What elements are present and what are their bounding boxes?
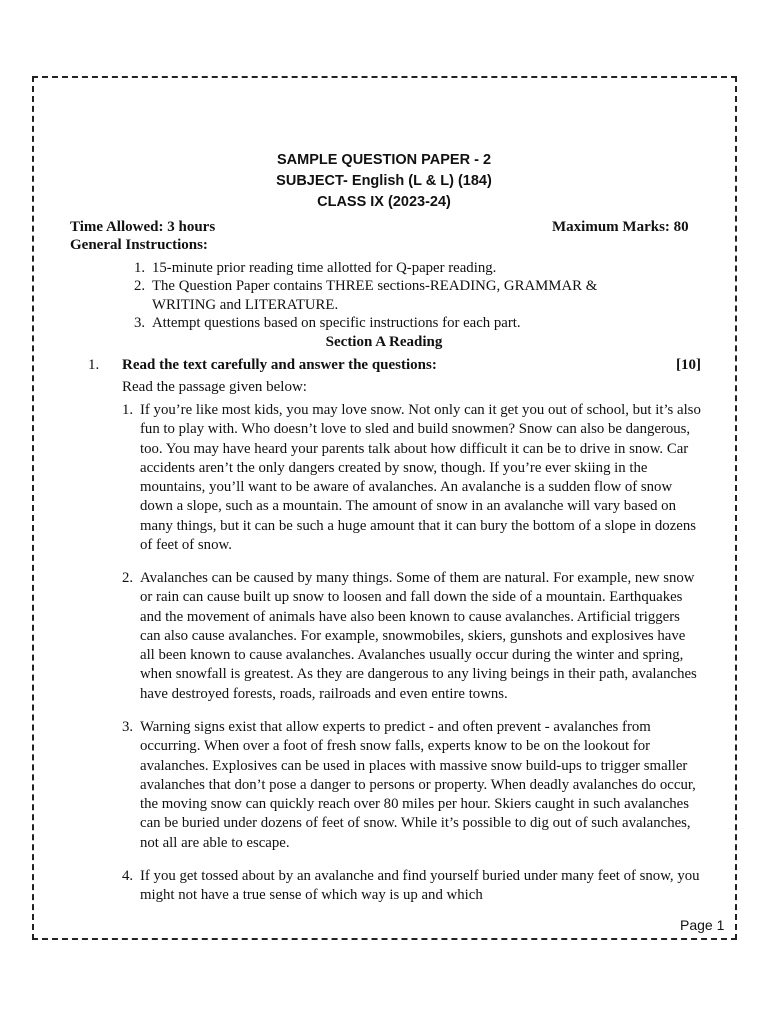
instruction-number: 3. (134, 315, 146, 331)
paragraph-text: Warning signs exist that allow experts to predict - and often prevent - avalanches from occurring. When over a foot of fresh snow falls, experts know to be on the lookout for avalanches. Explosives can be used in places with massive snow build-ups to trigger smaller avalanches that don’t pose a danger to persons or property. When deadly avalanches do occur, the moving snow can quickly reach over 80 miles per hour. Skiers caught in such avalanches can be buried under dozens of feet of snow. While it’s possible to dig out of such avalanches, not all are able to escape. (140, 719, 696, 851)
instruction-number: 1. (134, 260, 146, 276)
instruction-number: 2. (134, 278, 146, 294)
passage-paragraph (122, 569, 702, 704)
subject-line: SUBJECT- English (L & L) (184) (276, 173, 492, 189)
maximum-marks: Maximum Marks: 80 (552, 219, 689, 235)
instruction-text: Attempt questions based on specific instructions for each part. (152, 315, 521, 331)
passage-paragraph (122, 867, 702, 906)
section-title: Section A Reading (325, 334, 443, 350)
instruction-item (134, 314, 674, 333)
instruction-item (134, 259, 674, 278)
paragraph-number: 2. (122, 570, 134, 586)
paragraph-text: If you’re like most kids, you may love snow. Not only can it get you out of school, but it’s also fun to play with. Who doesn’t love to sled and build snowmen? Snow can also be dangerous, too. You may have heard your parents talk about how difficult it can be to drive in snow. Car accidents aren’t the only dangers created by snow, though. If you’re ever skiing in the mountains, you’ll want to be aware of avalanches. An avalanche is a sudden flow of snow down a slope, such as a mountain. The amount of snow in an avalanche will vary based on many things, but it can be such a huge amount that it can bury the bottom of a slope in dozens of feet of snow. (140, 402, 701, 554)
paper-title: SAMPLE QUESTION PAPER - 2 (276, 152, 492, 168)
question-number: 1. (88, 357, 100, 373)
instruction-text: 15-minute prior reading time allotted for Q-paper reading. (152, 260, 497, 276)
question-text: Read the text carefully and answer the questions: (122, 357, 437, 373)
paragraph-text: Avalanches can be caused by many things. Some of them are natural. For example, new snow or rain can cause built up snow to loosen and fall down the side of a mountain. Earthquakes and the movement of animals have also been known to cause avalanches. Artificial triggers can also cause avalanches. For example, snowmobiles, skiers, gunshots and explosives have all been known to cause avalanches. Avalanches usually occur during the winter and spring, when snowfall is greatest. As they are dangerous to any living beings in their path, avalanches have destroyed forests, roads, railroads and even entire towns. (140, 570, 697, 702)
paragraph-number: 4. (122, 868, 134, 884)
time-allowed: Time Allowed: 3 hours (70, 219, 216, 235)
paragraph-text: If you get tossed about by an avalanche and find yourself buried under many feet of snow, you might not have a true sense of which way is up and which (140, 868, 700, 904)
passage-paragraph (122, 401, 702, 555)
page-number: Page 1 (680, 917, 725, 933)
instruction-text: The Question Paper contains THREE sections-READING, GRAMMAR & WRITING and LITERATURE. (152, 278, 598, 313)
general-instructions-title: General Instructions: (70, 237, 208, 253)
class-line: CLASS IX (2023-24) (317, 194, 451, 210)
passage-paragraph (122, 718, 702, 853)
paragraph-number: 1. (122, 402, 134, 418)
question-marks: [10] (676, 357, 701, 373)
paragraph-number: 3. (122, 719, 134, 735)
instruction-item (134, 277, 654, 315)
passage-intro: Read the passage given below: (122, 379, 307, 395)
